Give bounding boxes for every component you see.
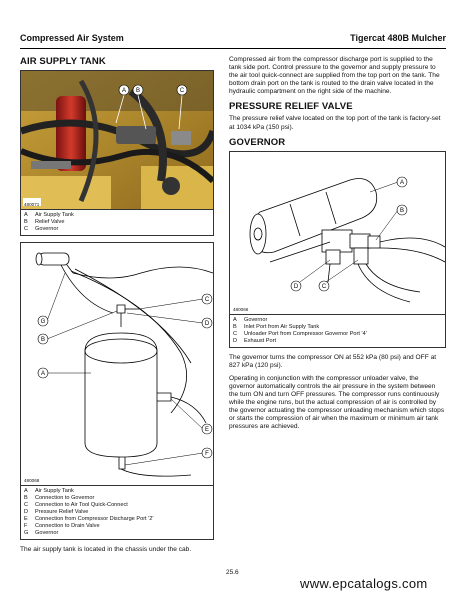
svg-text:D: D xyxy=(293,283,299,290)
tank-callout-b xyxy=(38,334,48,344)
governor-callout-a xyxy=(397,177,407,187)
air-supply-photo xyxy=(20,70,214,210)
photo-callout-a xyxy=(119,85,129,95)
tank-callout-g xyxy=(38,316,48,326)
legend-row: B Connection to Governor xyxy=(24,495,95,501)
legend-row: C Unloader Port from Compressor Governor Port '4' xyxy=(233,330,367,337)
svg-text:C: C xyxy=(179,88,185,95)
governor-callout-b xyxy=(397,205,407,215)
section-title: Compressed Air System xyxy=(20,33,124,43)
legend-row: A Air Supply Tank xyxy=(24,212,74,218)
legend-row: E Connection from Compressor Discharge Port '2' xyxy=(24,516,154,522)
legend-row: D Exhaust Port xyxy=(233,337,277,344)
governor-diagram xyxy=(229,151,446,315)
svg-text:G: G xyxy=(40,319,46,326)
governor-heading: GOVERNOR xyxy=(229,136,286,148)
left-column xyxy=(20,56,214,559)
photo-legend xyxy=(20,210,214,236)
legend-row: G Governor xyxy=(24,530,59,536)
tank-callout-a xyxy=(38,368,48,378)
air-supply-body: Compressed air from the compressor discharge port is supplied to the tank side port. Control pressure to the governor and supply pressure to the air tool quick-connect are supplied from the top port on the tank. The bottom drain port on the tank is routed to the drain valve located in the hydraulic compartment on the right side of the machine. xyxy=(229,56,440,96)
governor-callout-d xyxy=(291,281,301,291)
governor-body-1: The governor turns the compressor ON at 552 kPa (80 psi) and OFF at 827 kPa (120 psi). xyxy=(229,353,437,369)
page-header xyxy=(20,33,446,49)
watermark-url: www.epcatalogs.com xyxy=(300,576,428,591)
svg-text:D: D xyxy=(204,321,210,328)
relief-heading: PRESSURE RELIEF VALVE xyxy=(229,101,353,113)
right-column xyxy=(229,56,446,437)
governor-figure-id: 480066 xyxy=(233,306,249,312)
legend-row: D Pressure Relief Valve xyxy=(24,509,89,515)
tank-callout-c xyxy=(202,294,212,304)
svg-text:C: C xyxy=(204,297,210,304)
air-tank-drawing xyxy=(21,243,213,485)
tank-figure-id: 480068 xyxy=(24,478,40,483)
photo-callout-c xyxy=(177,85,187,95)
manual-title: Tigercat 480B Mulcher xyxy=(350,33,446,43)
svg-text:C: C xyxy=(321,283,327,290)
legend-row: A Air Supply Tank xyxy=(24,488,74,494)
legend-row: C Governor xyxy=(24,226,59,232)
tank-legend xyxy=(20,486,214,540)
governor-body-2: Operating in conjunction with the compressor unloader valve, the governor automatically controls the air pressure in the system between the turn ON and turn OFF pressures. The compressor runs continuously while the engine runs, but the actual compression of air is controlled by the governor actuating the compressor unloading mechanism which stops or starts the compression of air when the maximum or minimum air tank pressures are achieved. xyxy=(229,374,445,431)
tank-callout-e xyxy=(202,424,212,434)
air-tank-diagram xyxy=(20,242,214,486)
svg-text:F: F xyxy=(205,451,209,458)
air-supply-caption: The air supply tank is located in the chassis under the cab. xyxy=(20,546,192,553)
svg-text:B: B xyxy=(399,207,405,214)
svg-text:B: B xyxy=(135,88,141,95)
svg-text:A: A xyxy=(399,179,405,186)
governor-legend xyxy=(229,315,446,348)
legend-row: C Connection to Air Tool Quick-Connect xyxy=(24,502,128,508)
governor-drawing xyxy=(230,152,445,314)
page-number: 25.6 xyxy=(226,569,239,576)
legend-row: B Inlet Port from Air Supply Tank xyxy=(233,323,320,330)
photo-figure-id: 480071 xyxy=(24,202,40,207)
legend-row: A Governor xyxy=(233,316,268,323)
tank-callout-f xyxy=(202,448,212,458)
photo-callout-b xyxy=(133,85,143,95)
svg-text:A: A xyxy=(121,88,127,95)
svg-text:A: A xyxy=(40,371,46,378)
tank-callout-d xyxy=(202,318,212,328)
governor-callout-c xyxy=(319,281,329,291)
air-supply-heading: AIR SUPPLY TANK xyxy=(20,56,106,67)
legend-row: B Relief Valve xyxy=(24,219,65,225)
air-supply-photo-image xyxy=(21,71,213,209)
svg-text:B: B xyxy=(40,337,46,344)
svg-text:E: E xyxy=(204,427,210,434)
legend-row: F Connection to Drain Valve xyxy=(24,523,100,529)
relief-body: The pressure relief valve located on the top port of the tank is factory-set at 1034 kPa (150 psi). xyxy=(229,115,441,131)
